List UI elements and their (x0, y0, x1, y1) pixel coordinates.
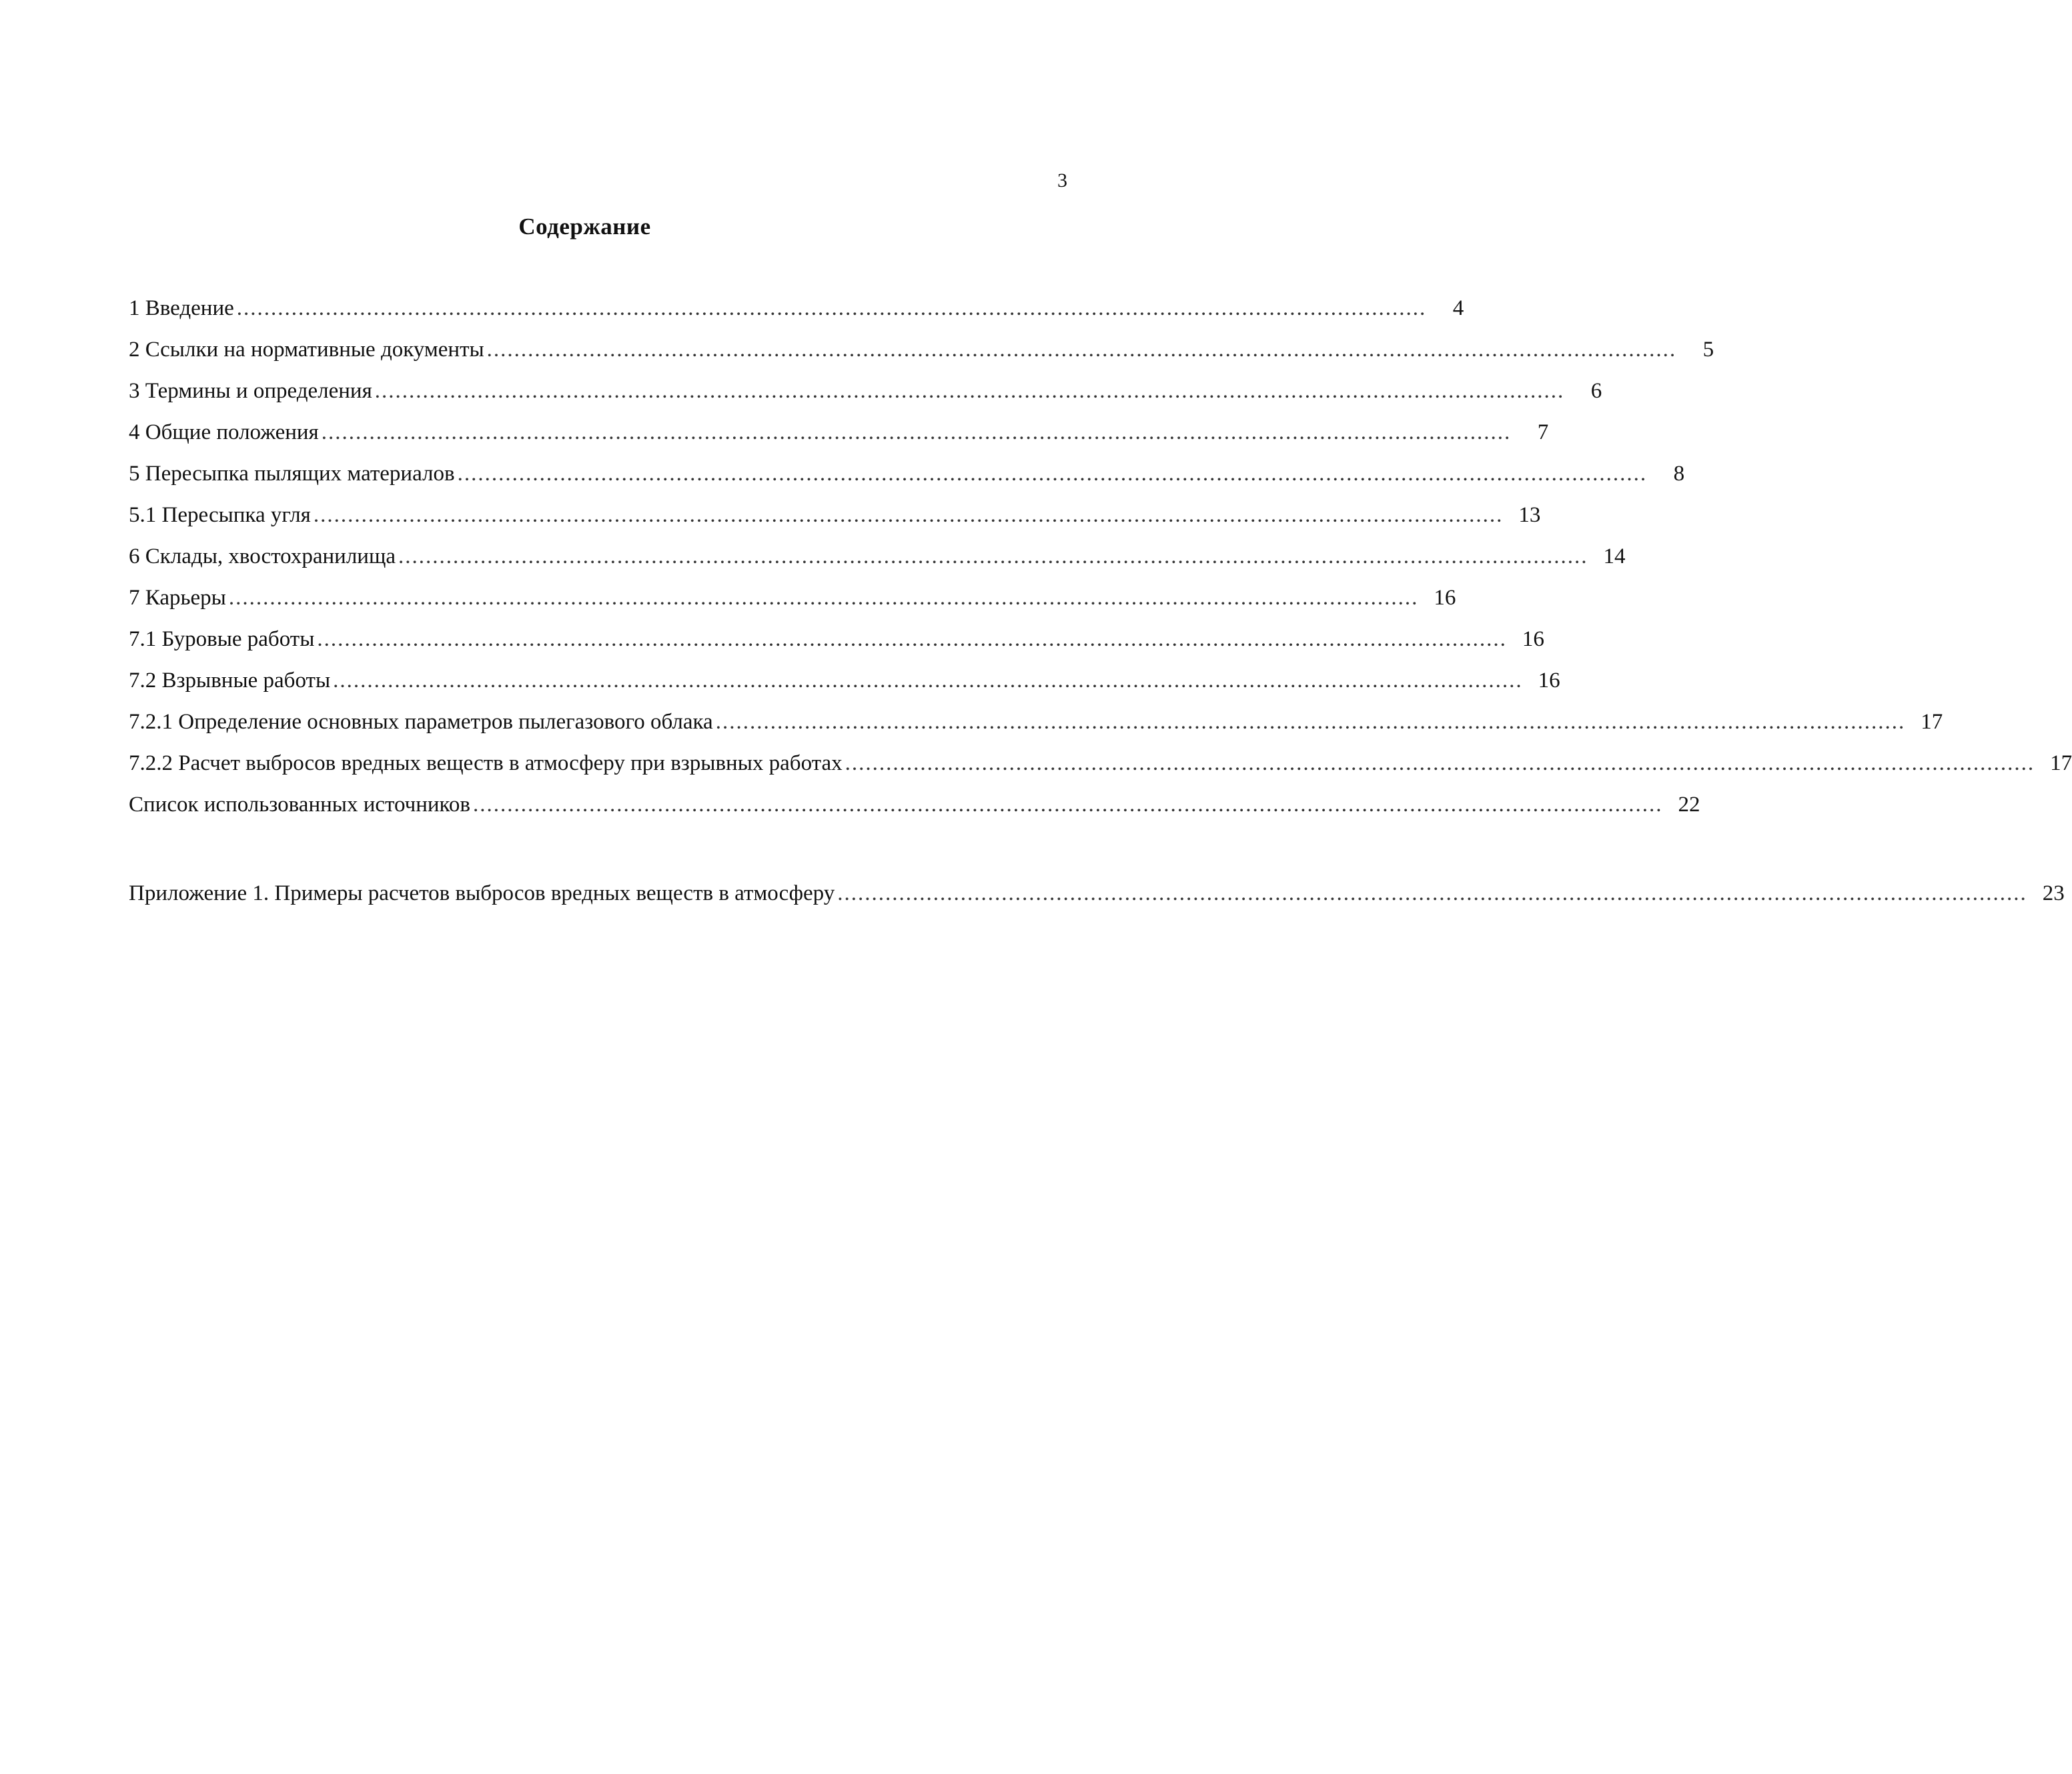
toc-entry-page: 17 (1921, 710, 1943, 734)
dot-leader: .............................................................................................................................................................................. (845, 751, 2035, 775)
dot-leader: .............................................................................................................................................................................. (486, 338, 1677, 362)
page-number: 3 (1057, 169, 1067, 191)
dot-leader: .............................................................................................................................................................................. (317, 627, 1507, 651)
toc-entry (129, 419, 1549, 460)
dot-leader: .............................................................................................................................................................................. (472, 793, 1663, 817)
toc-entry-label: 2 Ссылки на нормативные документы (129, 338, 484, 362)
toc-entry-label: Приложение 1. Примеры расчетов выбросов вредных веществ в атмосферу (129, 881, 835, 905)
toc-entry-page: 22 (1678, 793, 1700, 817)
toc-entry-label: 7.2.1 Определение основных параметров пылегазового облака (129, 710, 713, 734)
toc-entry (129, 502, 1541, 543)
toc-entry-page: 8 (1673, 462, 1685, 486)
toc-entry-page: 13 (1518, 503, 1541, 527)
toc-entry-page: 4 (1452, 296, 1464, 320)
toc-entry-label: 1 Введение (129, 296, 234, 320)
table-of-contents (129, 295, 2072, 921)
toc-title: Содержание (518, 213, 651, 240)
toc-entry-appendix (129, 880, 2065, 921)
toc-entry (129, 295, 1464, 336)
dot-leader: .............................................................................................................................................................................. (398, 544, 1588, 568)
toc-entry (129, 460, 1685, 502)
toc-entry (129, 378, 1602, 419)
dot-leader: .............................................................................................................................................................................. (313, 503, 1504, 527)
dot-leader: .............................................................................................................................................................................. (321, 420, 1512, 444)
dot-leader: .............................................................................................................................................................................. (837, 881, 2027, 905)
toc-entry-page: 7 (1537, 420, 1549, 444)
dot-leader: .............................................................................................................................................................................. (228, 586, 1419, 610)
toc-entry-page: 5 (1702, 338, 1714, 362)
toc-entry (129, 667, 1560, 709)
toc-entry-label: 7.2 Взрывные работы (129, 669, 331, 693)
toc-entry (129, 584, 1456, 626)
dot-leader: .............................................................................................................................................................................. (333, 669, 1523, 693)
dot-leader: .............................................................................................................................................................................. (374, 379, 1565, 403)
toc-entry (129, 709, 1943, 750)
toc-entry-page: 14 (1603, 544, 1626, 568)
toc-entry-label: Список использованных источников (129, 793, 470, 817)
toc-entry-label: 7.2.2 Расчет выбросов вредных веществ в атмосферу при взрывных работах (129, 751, 843, 775)
toc-entry-label: 5 Пересыпка пылящих материалов (129, 462, 455, 486)
dot-leader: .............................................................................................................................................................................. (715, 710, 1906, 734)
toc-entry-label: 6 Склады, хвостохранилища (129, 544, 396, 568)
dot-leader: .............................................................................................................................................................................. (236, 296, 1427, 320)
toc-entry-label: 3 Термины и определения (129, 379, 372, 403)
toc-entry-page: 6 (1590, 379, 1602, 403)
toc-entry-page: 16 (1522, 627, 1544, 651)
toc-entry (129, 543, 1626, 584)
toc-entry-label: 7 Карьеры (129, 586, 226, 610)
toc-entry-page: 16 (1434, 586, 1456, 610)
toc-entry-page: 16 (1538, 669, 1560, 693)
toc-entry (129, 626, 1544, 667)
dot-leader: .............................................................................................................................................................................. (457, 462, 1648, 486)
toc-entry-label: 4 Общие положения (129, 420, 319, 444)
toc-entry-label: 7.1 Буровые работы (129, 627, 315, 651)
toc-entry-page: 23 (2042, 881, 2065, 905)
toc-entry (129, 750, 2072, 791)
toc-entry-page: 17 (2050, 751, 2072, 775)
toc-entry (129, 336, 1714, 378)
toc-entry-label: 5.1 Пересыпка угля (129, 503, 311, 527)
toc-entry (129, 791, 1700, 833)
